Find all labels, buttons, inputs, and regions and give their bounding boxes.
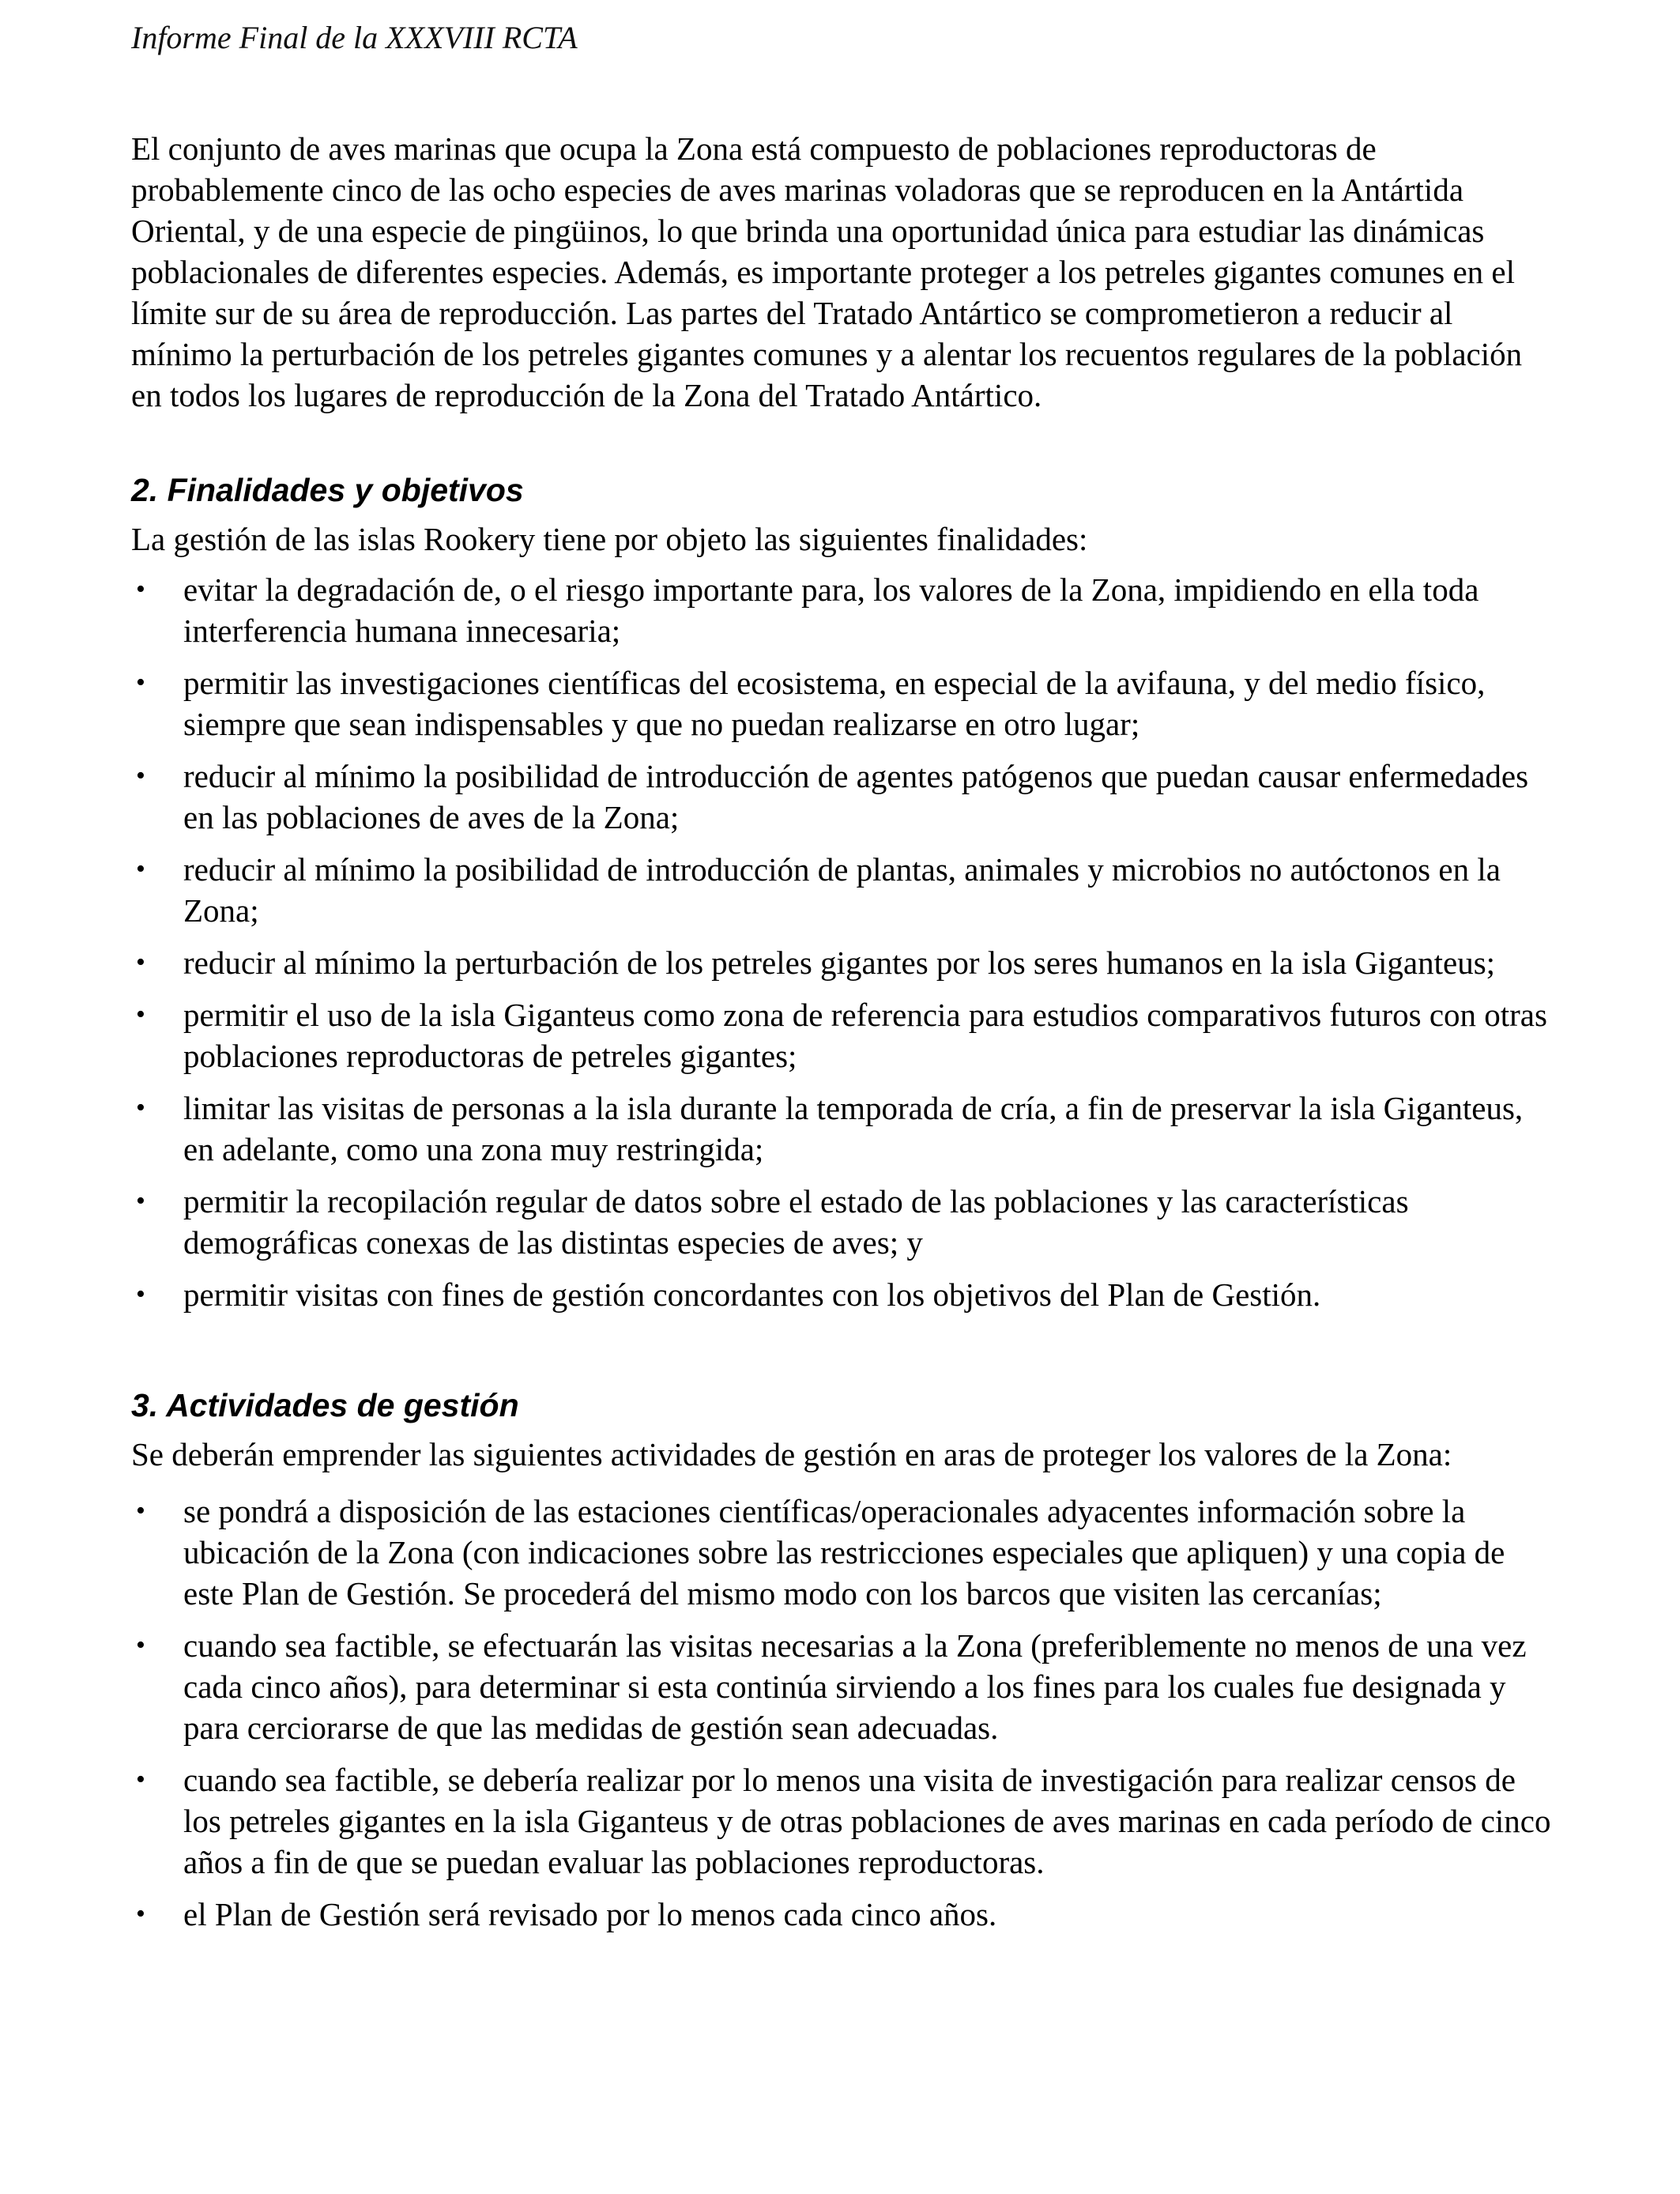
list-item (131, 1491, 1554, 1614)
running-header: Informe Final de la XXXVIII RCTA (131, 20, 578, 55)
activities-list (131, 1491, 1554, 1935)
list-item (131, 1759, 1554, 1883)
bullet-icon: • (136, 761, 145, 790)
section-heading: 3. Actividades de gestión (131, 1387, 519, 1423)
list-item (131, 569, 1554, 651)
list-item (131, 1274, 1554, 1315)
list-item (131, 1088, 1554, 1170)
section-intro: La gestión de las islas Rookery tiene por objeto las siguientes finalidades: (131, 521, 1088, 557)
intro-paragraph: El conjunto de aves marinas que ocupa la Zona está compuesto de poblaciones reproductoras de probablemente cinco de las ocho especies de aves marinas voladoras que se reproducen en la Antártida Oriental, y de una especie de pingüinos, lo que brinda una oportunidad única para estudiar las dinámicas poblacionales de diferentes especies. Además, es importante proteger a los petreles gigantes comunes en el límite sur de su área de reproducción. Las partes del Tratado Antártico se comprometieron a reducir al mínimo la perturbación de los petreles gigantes comunes y a alentar los recuentos regulares de la población en todos los lugares de reproducción de la Zona del Tratado Antártico. (131, 130, 1523, 413)
section-heading: 2. Finalidades y objetivos (131, 472, 524, 508)
list-item-text: permitir la recopilación regular de datos sobre el estado de las poblaciones y las características demográficas conexas de las distintas especies de aves; y (183, 1183, 1409, 1261)
bullet-icon: • (136, 1630, 145, 1660)
section-finalidades (131, 469, 1554, 1315)
list-item-text: reducir al mínimo la perturbación de los petreles gigantes por los seres humanos en la isla Giganteus; (183, 944, 1496, 981)
bullet-icon: • (136, 1000, 145, 1029)
objectives-list (131, 569, 1554, 1315)
list-item-text: evitar la degradación de, o el riesgo importante para, los valores de la Zona, impidiendo en ella toda interferencia humana innecesaria; (183, 571, 1479, 649)
bullet-icon: • (136, 854, 145, 884)
list-item-text: limitar las visitas de personas a la isla durante la temporada de cría, a fin de preservar la isla Giganteus, en adelante, como una zona muy restringida; (183, 1090, 1524, 1167)
list-item-text: el Plan de Gestión será revisado por lo menos cada cinco años. (183, 1896, 997, 1932)
list-item-text: se pondrá a disposición de las estaciones científicas/operacionales adyacentes información sobre la ubicación de la Zona (con indicaciones sobre las restricciones especiales que apliquen) y una copia de este Plan de Gestión. Se procederá del mismo modo con los barcos que visiten las cercanías; (183, 1493, 1505, 1612)
list-item (131, 994, 1554, 1076)
list-item-text: permitir visitas con fines de gestión concordantes con los objetivos del Plan de Gestión. (183, 1276, 1321, 1313)
bullet-icon: • (136, 948, 145, 977)
list-item (131, 849, 1554, 931)
bullet-icon: • (136, 1280, 145, 1309)
list-item (131, 1625, 1554, 1748)
document-body (131, 128, 1554, 1935)
list-item (131, 1894, 1554, 1935)
list-item (131, 756, 1554, 838)
list-item-text: permitir el uso de la isla Giganteus como zona de referencia para estudios comparativos futuros con otras poblaciones reproductoras de petreles gigantes; (183, 997, 1547, 1074)
section-intro: Se deberán emprender las siguientes actividades de gestión en aras de proteger los valores de la Zona: (131, 1436, 1452, 1472)
section-actividades (131, 1385, 1554, 1935)
list-item-text: cuando sea factible, se efectuarán las visitas necesarias a la Zona (preferiblemente no menos de una vez cada cinco años), para determinar si esta continúa sirviendo a los fines para los cuales fue designada y para cerciorarse de que las medidas de gestión sean adecuadas. (183, 1627, 1527, 1746)
list-item-text: reducir al mínimo la posibilidad de introducción de plantas, animales y microbios no autóctonos en la Zona; (183, 851, 1501, 929)
bullet-icon: • (136, 1899, 145, 1928)
bullet-icon: • (136, 1496, 145, 1525)
list-item-text: cuando sea factible, se debería realizar por lo menos una visita de investigación para realizar censos de los petreles gigantes en la isla Giganteus y de otras poblaciones de aves marinas en cada período de cinco años a fin de que se puedan evaluar las poblaciones reproductoras. (183, 1762, 1551, 1880)
bullet-icon: • (136, 668, 145, 697)
bullet-icon: • (136, 1093, 145, 1122)
list-item (131, 942, 1554, 983)
list-item-text: reducir al mínimo la posibilidad de introducción de agentes patógenos que puedan causar enfermedades en las poblaciones de aves de la Zona; (183, 758, 1529, 835)
list-item (131, 1181, 1554, 1263)
bullet-icon: • (136, 1186, 145, 1216)
list-item-text: permitir las investigaciones científicas del ecosistema, en especial de la avifauna, y del medio físico, siempre que sean indispensables y que no puedan realizarse en otro lugar; (183, 665, 1486, 742)
bullet-icon: • (136, 1765, 145, 1794)
list-item (131, 662, 1554, 745)
bullet-icon: • (136, 575, 145, 604)
